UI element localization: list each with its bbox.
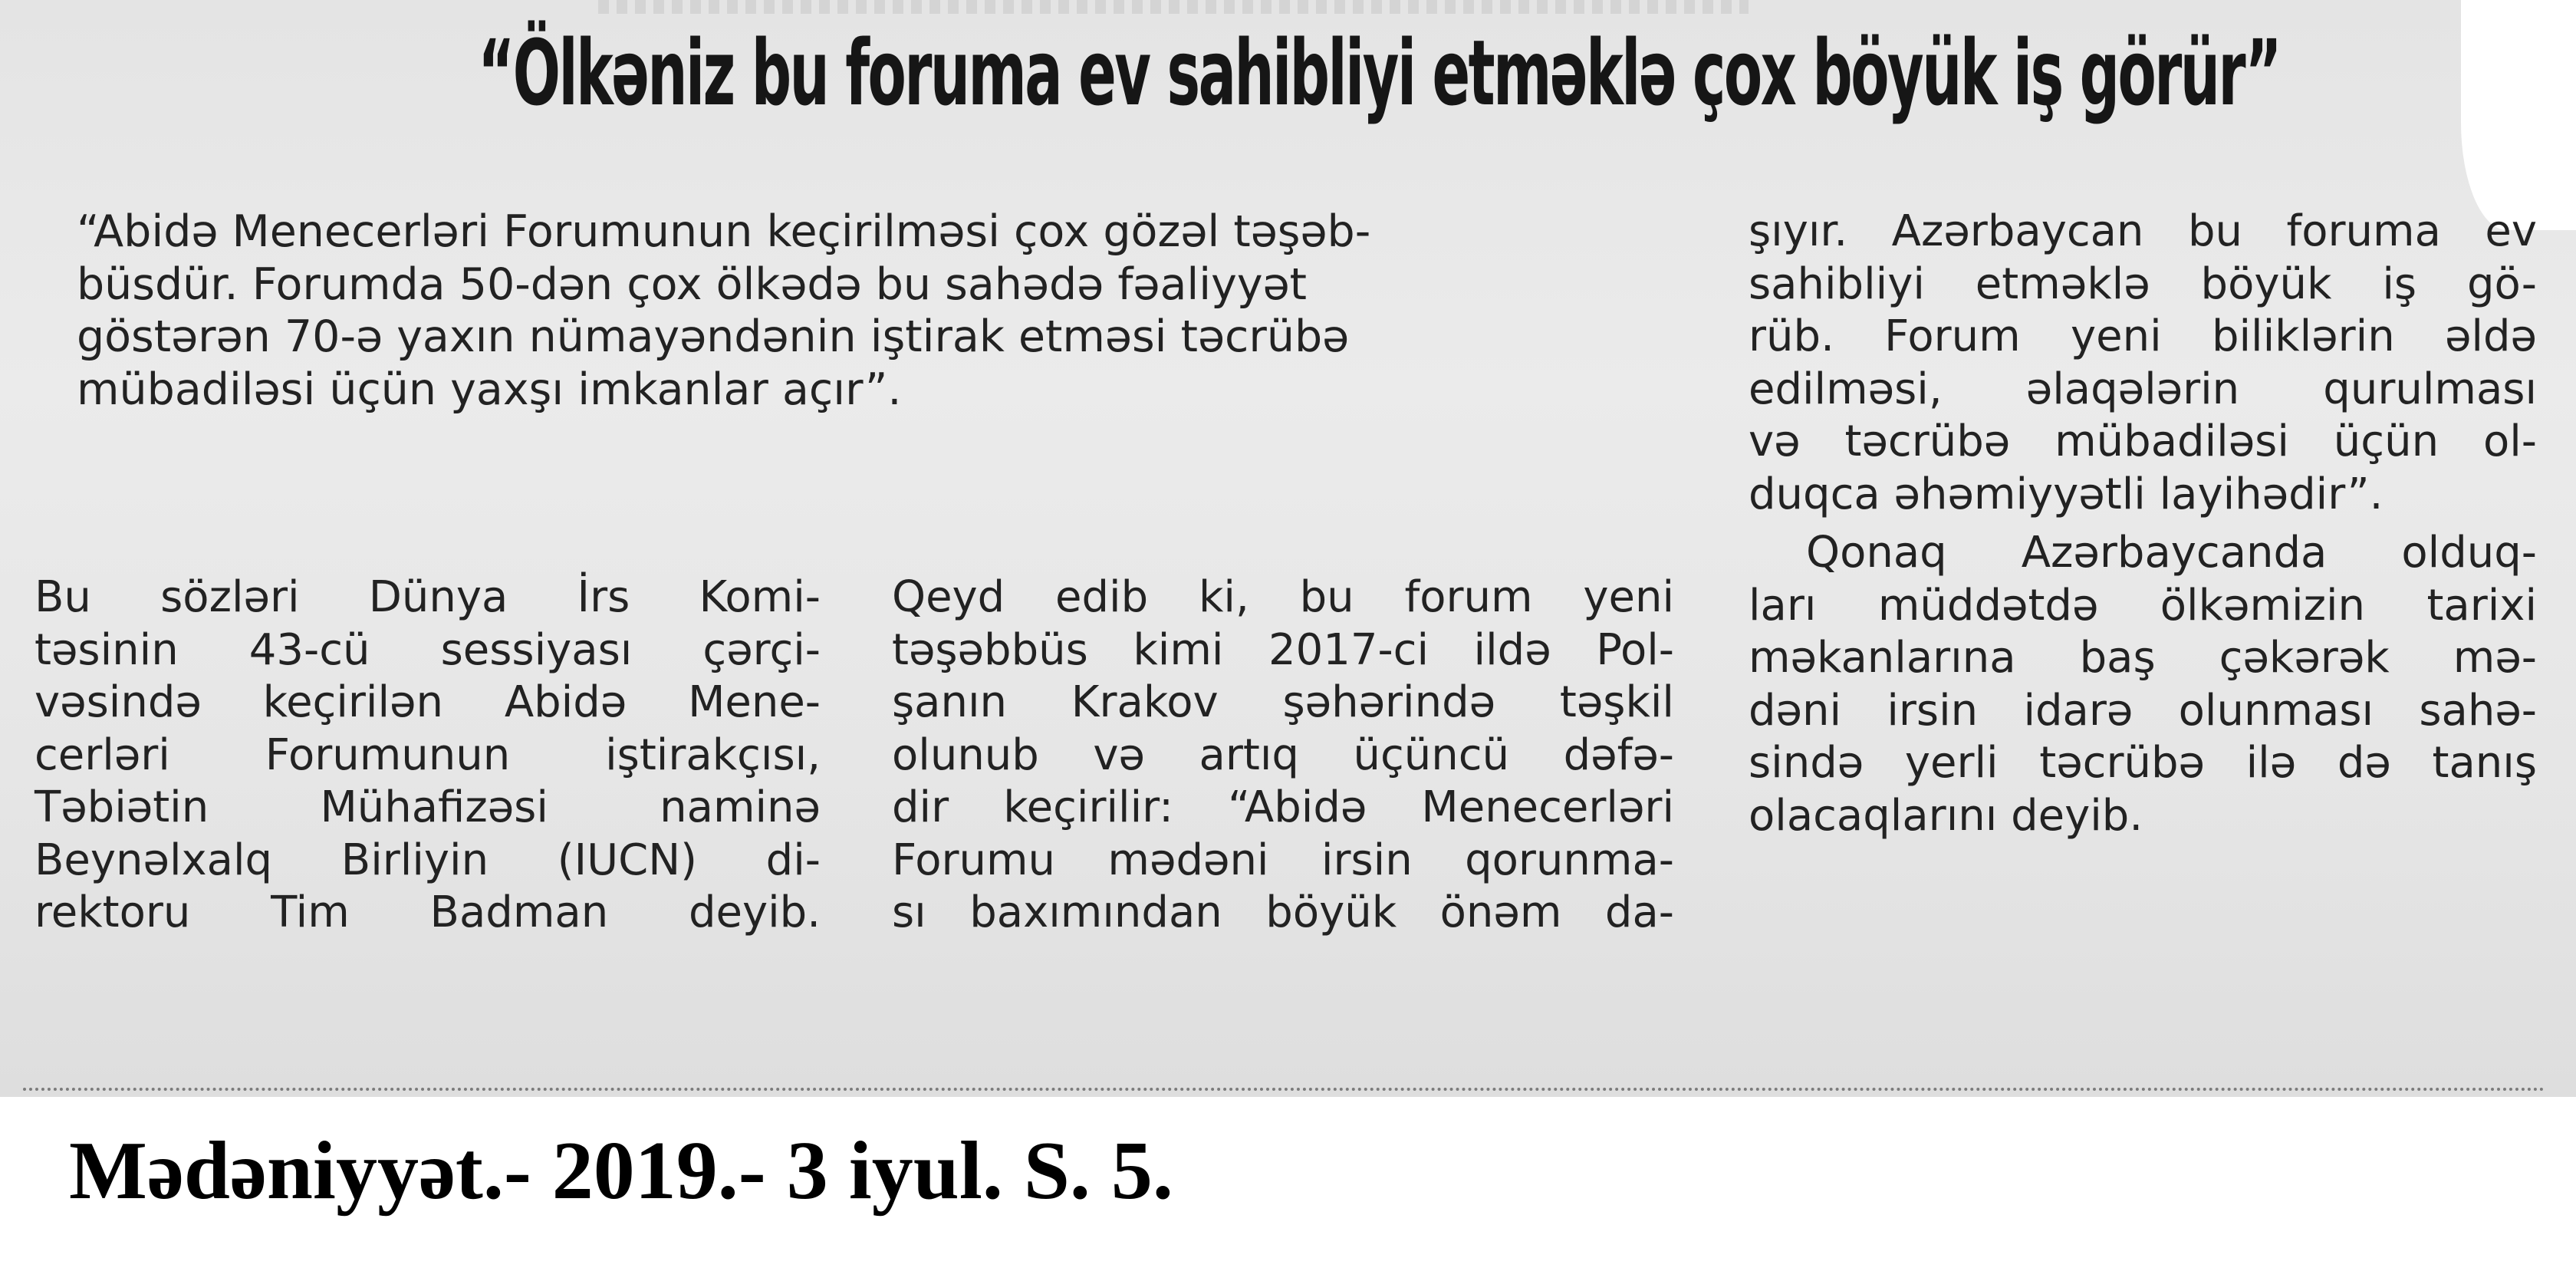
column-paragraph-continued [1749,580,2537,843]
lead-line: “Abidə Menecerləri Forumunun keçirilməsi çox gözəl təşəb- [77,206,1371,257]
column-line: cerləri Forumunun iştirakçısı, [35,729,821,780]
column-line: Təbiətin Mühafizəsi naminə [35,782,821,832]
article-lead [77,206,1610,416]
lead-line: göstərən 70-ə yaxın nümayəndənin iştirak etməsi təcrübə [77,311,1350,362]
article-column-2 [892,571,1674,940]
column-line: rektoru Tim Badman deyib. [35,887,821,937]
column-line: və təcrübə mübadiləsi üçün ol- [1749,417,2537,466]
lead-line: büsdür. Forumda 50-dən çox ölkədə bu sahədə fəaliyyət [77,259,1307,310]
column-line: Forumu mədəni irsin qorunma- [892,835,1674,885]
column-line: Qeyd edib ki, bu forum yeni [892,572,1674,622]
column-line: sində yerli təcrübə ilə də tanış [1749,738,2537,788]
column-line: sahibliyi etməklə böyük iş gö- [1749,259,2537,309]
column-line: olacaqlarını deyib. [1749,790,2143,841]
column-line: ları müddətdə ölkəmizin tarixi [1749,580,2537,631]
column-line: şıyır. Azərbaycan bu foruma ev [1749,206,2537,256]
dotted-divider [23,1088,2546,1091]
column-line: Bu sözləri Dünya İrs Komi- [35,572,821,622]
column-line: sı baxımından böyük önəm da- [892,887,1674,937]
column-line: vəsində keçirilən Abidə Mene- [35,677,821,727]
torn-corner [2461,0,2576,230]
source-citation: Mədəniyyət.- 2019.- 3 iyul. S. 5. [69,1125,1173,1217]
column-line: edilməsi, əlaqələrin qurulması [1749,364,2537,414]
bleed-through-text [598,0,1749,14]
column-line: məkanlarına baş çəkərək mə- [1749,633,2537,683]
column-line: Beynəlxalq Birliyin (IUCN) di- [35,835,821,885]
column-line: duqca əhəmiyyətli layihədir”. [1749,469,2384,519]
article-column-1 [35,571,821,940]
article-column-3 [1749,206,2537,842]
column-line: olunub və artıq üçüncü dəfə- [892,729,1674,780]
column-line: rüb. Forum yeni biliklərin əldə [1749,311,2537,361]
column-line: təşəbbüs kimi 2017-ci ildə Pol- [892,624,1674,675]
column-paragraph [1749,527,2537,580]
column-line: dəni irsin idarə olunması sahə- [1749,685,2537,736]
column-line: təsinin 43-cü sessiyası çərçi- [35,624,821,675]
column-paragraph [1749,206,2537,521]
lead-line: mübadiləsi üçün yaxşı imkanlar açır”. [77,364,902,415]
column-line: şanın Krakov şəhərində təşkil [892,677,1674,727]
column-line: Qonaq Azərbaycanda olduq- [1806,528,2537,578]
column-line: dir keçirilir: “Abidə Menecerləri [892,782,1674,832]
article-headline: “Ölkəniz bu foruma ev sahibliyi etməklə çox böyük iş görür” [478,20,2281,126]
